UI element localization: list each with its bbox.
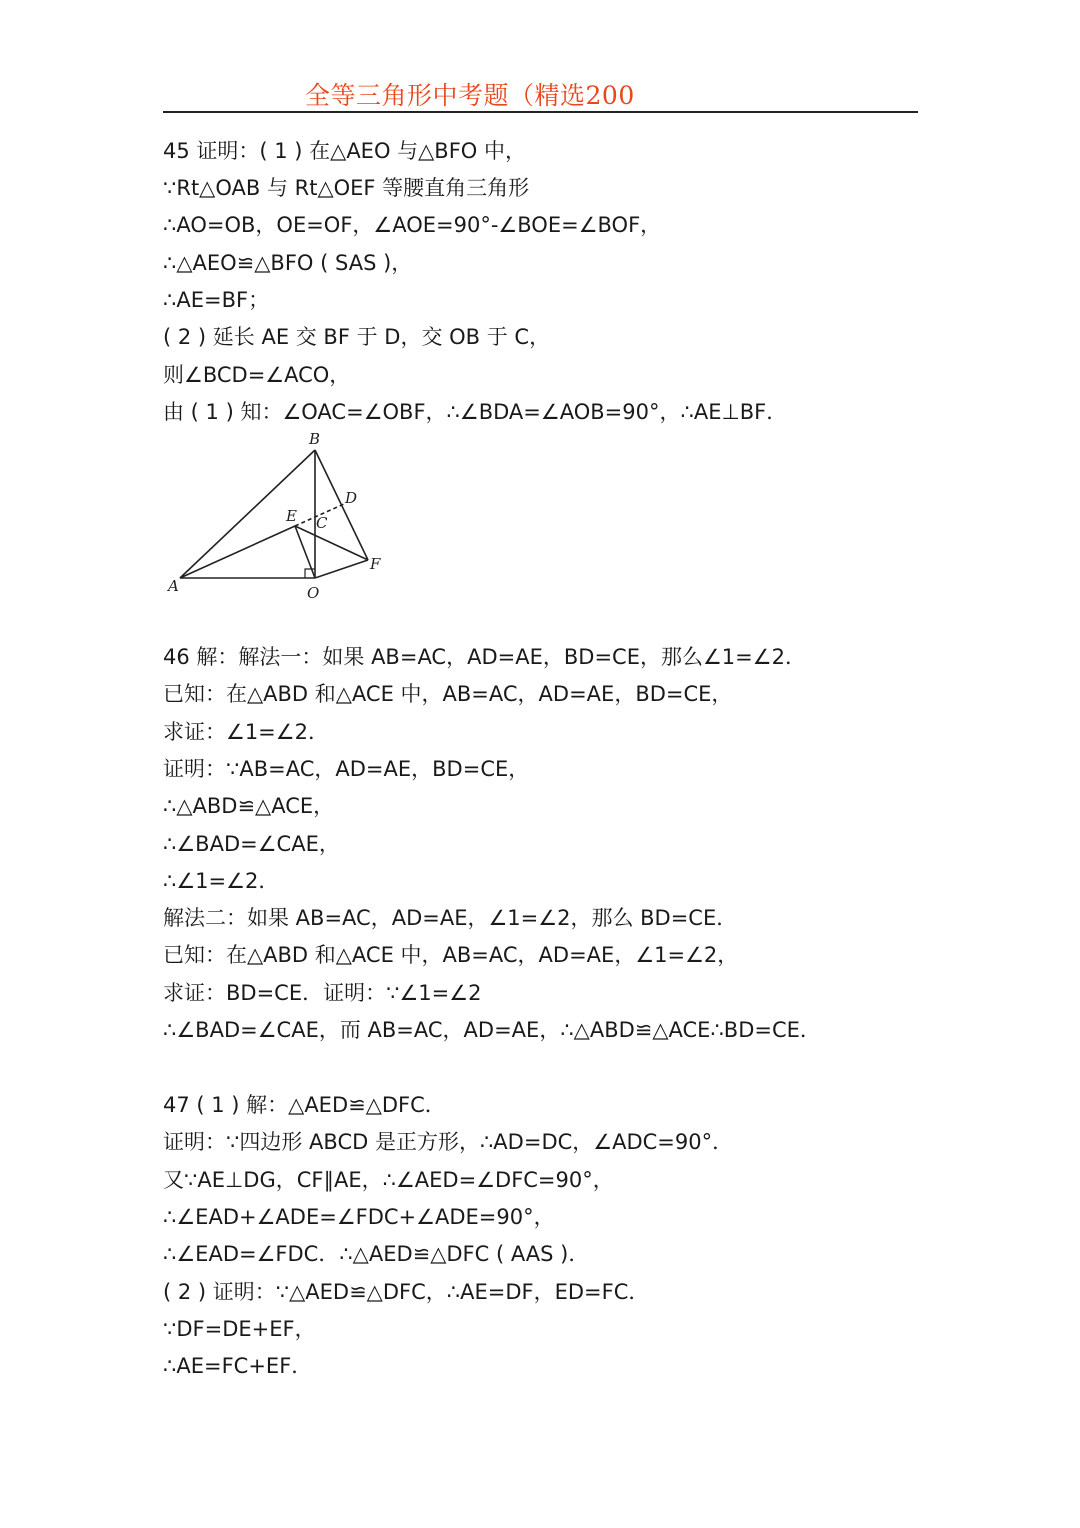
text-line: 46 解：解法一：如果 AB=AC，AD=AE，BD=CE，那么∠1=∠2．: [163, 645, 806, 669]
text-line: ∴△AEO≌△BFO ( SAS )，: [163, 251, 413, 275]
text-line: ∴∠BAD=∠CAE，: [163, 832, 340, 856]
header-divider: [163, 111, 918, 113]
text-line: ∴AE=BF；: [163, 288, 270, 312]
text-line: 已知：在△ABD 和△ACE 中，AB=AC，AD=AE，BD=CE，: [163, 682, 733, 706]
text-line: ∴∠EAD+∠ADE=∠FDC+∠ADE=90°，: [163, 1205, 555, 1229]
segment-OF: [315, 560, 368, 578]
text-line: 47 ( 1 ) 解：△AED≌△DFC．: [163, 1093, 446, 1117]
label-C: C: [316, 514, 328, 532]
text-line: ∴△ABD≌△ACE，: [163, 794, 335, 818]
text-line: 求证：∠1=∠2．: [163, 720, 329, 744]
text-line: ∴AE=FC+EF．: [163, 1354, 313, 1378]
text-line: 证明：∵四边形 ABCD 是正方形，∴AD=DC，∠ADC=90°．: [163, 1130, 734, 1154]
text-line: ∴∠1=∠2．: [163, 869, 280, 893]
text-line: ( 2 ) 延长 AE 交 BF 于 D，交 OB 于 C，: [163, 325, 551, 349]
label-A: A: [168, 577, 179, 595]
text-line: 解法二：如果 AB=AC，AD=AE，∠1=∠2，那么 BD=CE．: [163, 906, 738, 930]
label-F: F: [370, 555, 381, 573]
text-line: 45 证明：( 1 ) 在△AEO 与△BFO 中，: [163, 139, 526, 163]
text-line: ∴∠EAD=∠FDC．∴△AED≌△DFC ( AAS )．: [163, 1242, 590, 1266]
geometry-diagram: [160, 428, 400, 608]
segment-AE: [180, 526, 295, 578]
text-line: 证明：∵AB=AC，AD=AE，BD=CE，: [163, 757, 530, 781]
geometry-figure: [160, 428, 400, 608]
text-line: 又∵AE⊥DG，CF∥AE，∴∠AED=∠DFC=90°，: [163, 1168, 614, 1192]
text-line: ∵Rt△OAB 与 Rt△OEF 等腰直角三角形: [163, 176, 530, 200]
text-line: ∵DF=DE+EF，: [163, 1317, 316, 1341]
text-line: 求证：BD=CE．证明：∵∠1=∠2: [163, 981, 482, 1005]
text-line: ∴AO=OB，OE=OF，∠AOE=90°-∠BOE=∠BOF，: [163, 213, 662, 237]
label-O: O: [307, 584, 320, 602]
text-line: ( 2 ) 证明：∵△AED≌△DFC，∴AE=DF，ED=FC．: [163, 1280, 650, 1304]
label-B: B: [309, 430, 321, 448]
text-line: ∴∠BAD=∠CAE，而 AB=AC，AD=AE，∴△ABD≌△ACE∴BD=CE．: [163, 1018, 821, 1042]
label-E: E: [286, 507, 297, 525]
label-D: D: [345, 489, 358, 507]
text-line: 则∠BCD=∠ACO，: [163, 363, 351, 387]
text-line: 由 ( 1 ) 知：∠OAC=∠OBF，∴∠BDA=∠AOB=90°，∴AE⊥BF．: [163, 400, 788, 424]
text-line: 已知：在△ABD 和△ACE 中，AB=AC，AD=AE，∠1=∠2，: [163, 943, 739, 967]
page-header-title: 全等三角形中考题（精选200: [305, 81, 635, 110]
